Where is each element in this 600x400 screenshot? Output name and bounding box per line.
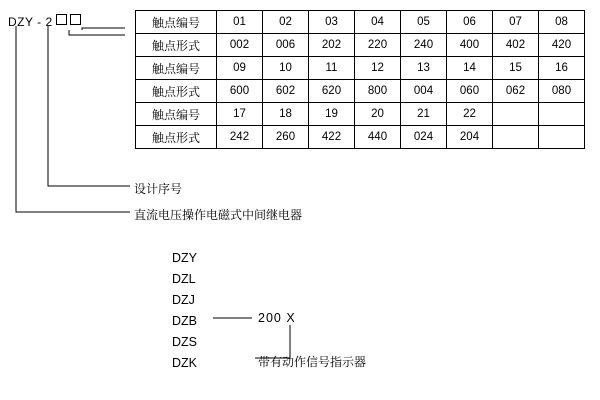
table-cell xyxy=(539,126,585,149)
contact-table-body xyxy=(136,11,585,149)
table-cell: 400 xyxy=(447,34,493,57)
table-cell: 422 xyxy=(309,126,355,149)
row-header: 触点编号 xyxy=(136,103,217,126)
table-cell: 05 xyxy=(401,11,447,34)
list-item: DZK xyxy=(172,356,197,370)
table-cell: 006 xyxy=(263,34,309,57)
indicator-note-label: 带有动作信号指示器 xyxy=(258,355,367,369)
table-cell: 600 xyxy=(217,80,263,103)
table-cell: 800 xyxy=(355,80,401,103)
table-cell: 08 xyxy=(539,11,585,34)
table-cell: 14 xyxy=(447,57,493,80)
table-cell: 19 xyxy=(309,103,355,126)
table-cell: 18 xyxy=(263,103,309,126)
table-row xyxy=(136,80,585,103)
row-header: 触点编号 xyxy=(136,57,217,80)
table-cell: 024 xyxy=(401,126,447,149)
table-cell: 07 xyxy=(493,11,539,34)
series-suffix-label: 200 X xyxy=(258,311,296,325)
list-item: DZS xyxy=(172,335,197,349)
table-cell: 420 xyxy=(539,34,585,57)
list-item: DZB xyxy=(172,314,197,328)
table-cell: 15 xyxy=(493,57,539,80)
table-cell: 240 xyxy=(401,34,447,57)
table-cell: 202 xyxy=(309,34,355,57)
table-cell: 260 xyxy=(263,126,309,149)
table-cell xyxy=(493,126,539,149)
table-cell: 22 xyxy=(447,103,493,126)
row-header: 触点形式 xyxy=(136,80,217,103)
list-item: DZL xyxy=(172,272,196,286)
table-cell: 12 xyxy=(355,57,401,80)
table-cell: 004 xyxy=(401,80,447,103)
table-cell: 440 xyxy=(355,126,401,149)
table-cell: 09 xyxy=(217,57,263,80)
row-header: 触点编号 xyxy=(136,11,217,34)
table-row xyxy=(136,34,585,57)
table-row xyxy=(136,103,585,126)
design-number-label: 设计序号 xyxy=(134,182,183,196)
model-code-prefix: DZY - 2 xyxy=(8,15,53,29)
table-cell: 242 xyxy=(217,126,263,149)
table-cell: 060 xyxy=(447,80,493,103)
contact-table xyxy=(135,10,585,149)
table-cell: 16 xyxy=(539,57,585,80)
table-cell: 06 xyxy=(447,11,493,34)
relay-type-label: 直流电压操作电磁式中间继电器 xyxy=(134,208,303,222)
table-cell: 080 xyxy=(539,80,585,103)
table-row xyxy=(136,11,585,34)
table-cell xyxy=(539,103,585,126)
list-item: DZJ xyxy=(172,293,195,307)
table-cell: 620 xyxy=(309,80,355,103)
table-cell: 13 xyxy=(401,57,447,80)
table-cell: 02 xyxy=(263,11,309,34)
list-item: DZY xyxy=(172,251,197,265)
table-cell: 01 xyxy=(217,11,263,34)
table-cell: 220 xyxy=(355,34,401,57)
table-cell: 21 xyxy=(401,103,447,126)
table-cell: 204 xyxy=(447,126,493,149)
family-list xyxy=(172,248,197,374)
row-header: 触点形式 xyxy=(136,126,217,149)
contact-table-wrap xyxy=(135,10,585,149)
table-cell: 03 xyxy=(309,11,355,34)
table-cell: 002 xyxy=(217,34,263,57)
table-cell: 17 xyxy=(217,103,263,126)
table-row xyxy=(136,57,585,80)
table-cell: 402 xyxy=(493,34,539,57)
table-cell: 20 xyxy=(355,103,401,126)
table-cell: 10 xyxy=(263,57,309,80)
table-row xyxy=(136,126,585,149)
table-cell: 04 xyxy=(355,11,401,34)
table-cell: 062 xyxy=(493,80,539,103)
table-cell xyxy=(493,103,539,126)
table-cell: 602 xyxy=(263,80,309,103)
row-header: 触点形式 xyxy=(136,34,217,57)
table-cell: 11 xyxy=(309,57,355,80)
